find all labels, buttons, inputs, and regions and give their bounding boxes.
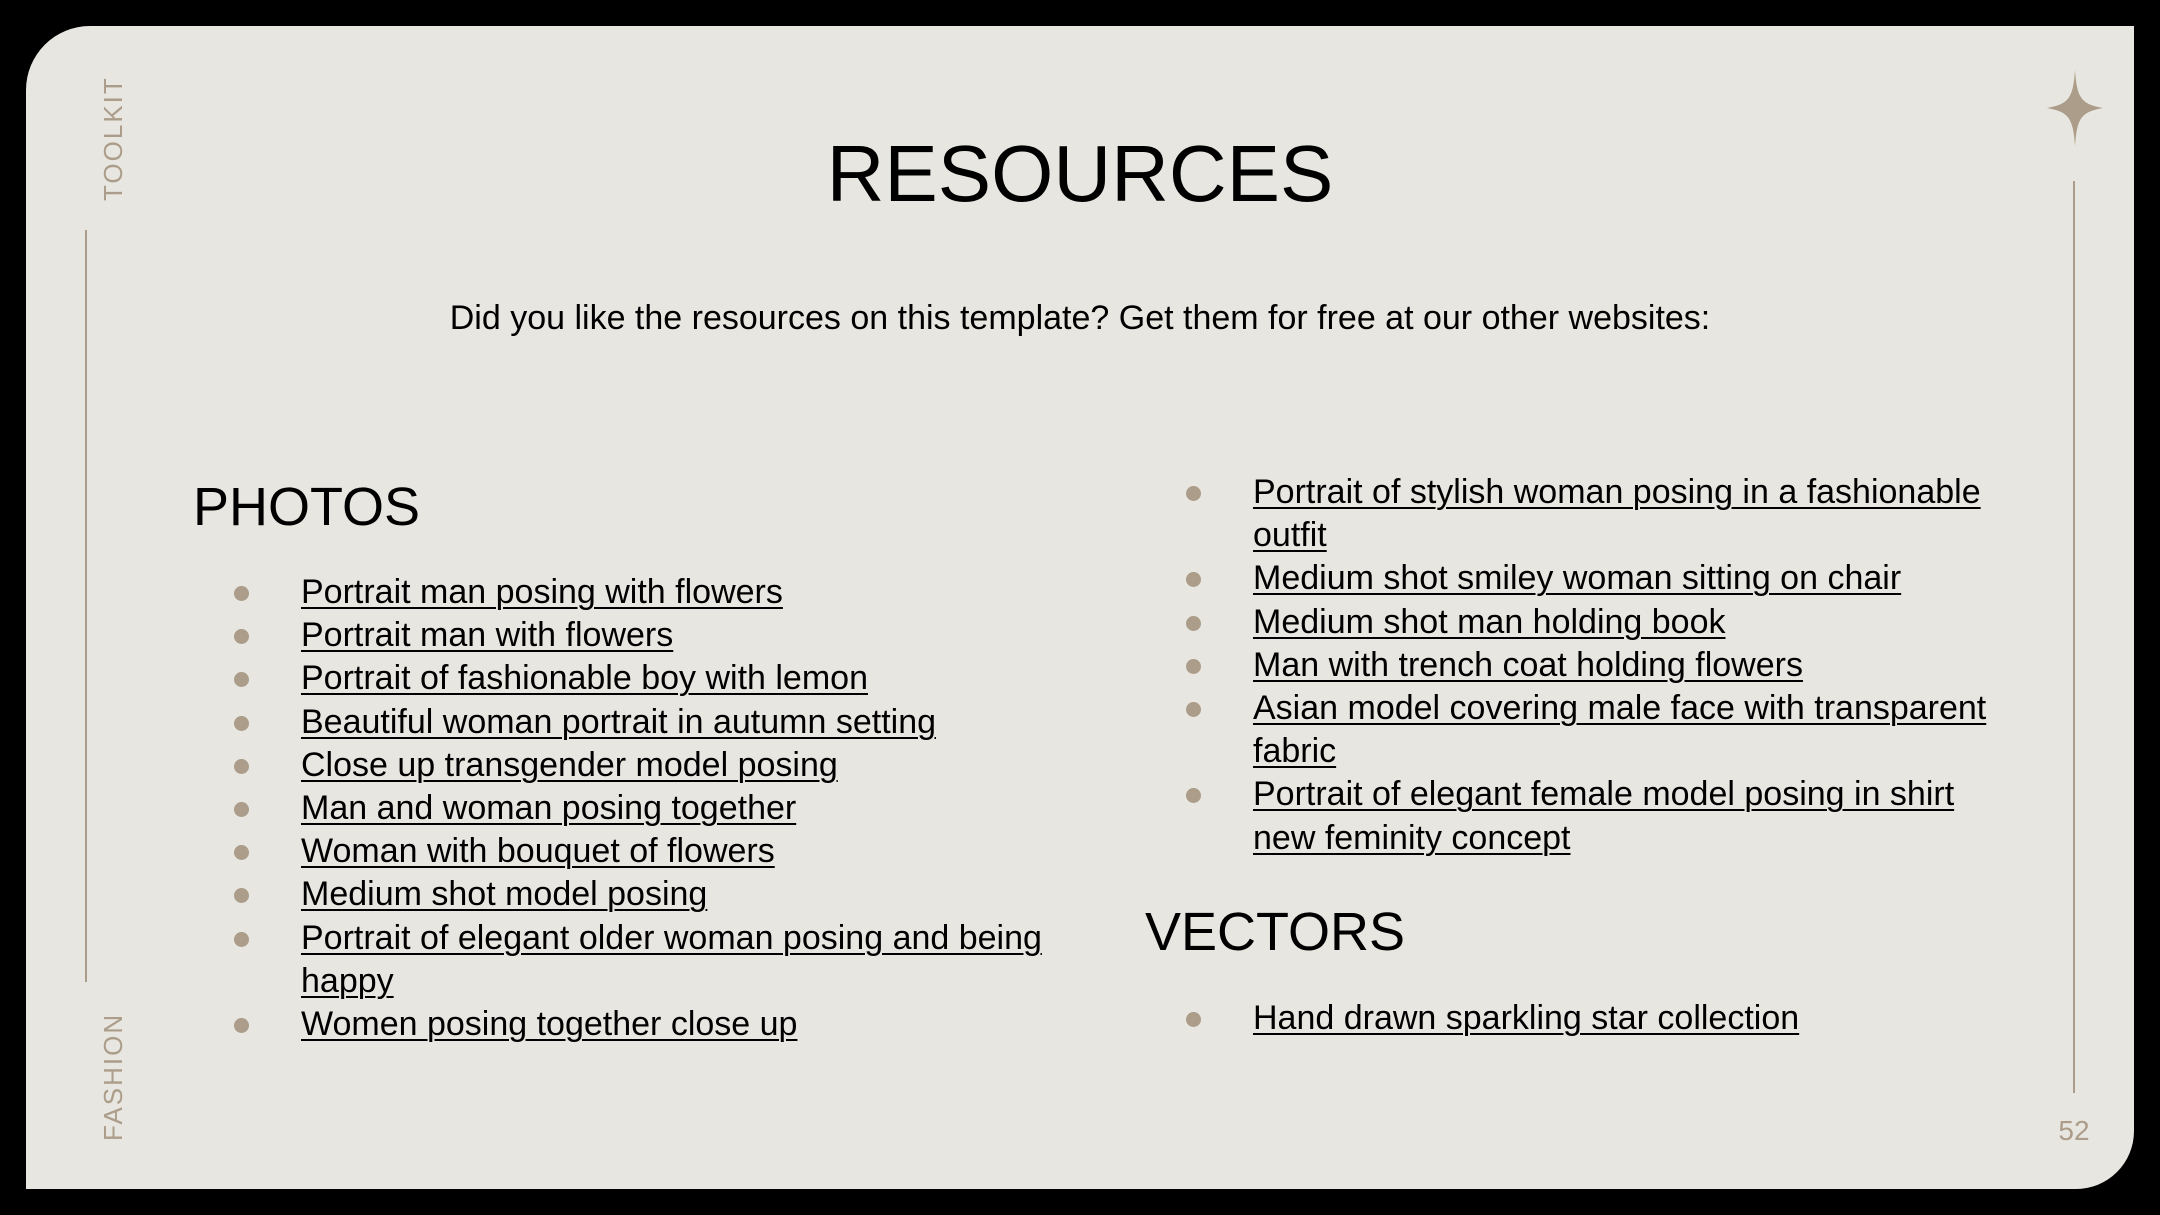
list-item: [301, 1003, 1061, 1046]
resource-link[interactable]: Man with trench coat holding flowers: [1253, 645, 1803, 684]
left-divider-line: [85, 230, 87, 982]
list-item: [301, 571, 1061, 614]
photos-list-continued: [1253, 471, 2013, 860]
side-label-toolkit: TOOLKIT: [98, 76, 128, 201]
page-number: 52: [2058, 1115, 2090, 1146]
photos-list: [301, 571, 1061, 1046]
list-item: [301, 873, 1061, 916]
resource-link[interactable]: Portrait of stylish woman posing in a fashionable outfit: [1253, 473, 1981, 555]
resource-link[interactable]: Woman with bouquet of flowers: [301, 832, 775, 871]
slide: [26, 26, 2134, 1189]
list-item: [1253, 773, 2013, 859]
list-item: [1253, 557, 2013, 600]
resource-link[interactable]: Man and woman posing together: [301, 789, 797, 828]
slide-title: RESOURCES: [826, 129, 1334, 218]
vectors-heading: VECTORS: [1145, 902, 1406, 962]
resource-link[interactable]: Portrait of elegant female model posing in shirt new feminity concept: [1253, 775, 1955, 857]
vectors-list: [1253, 997, 2013, 1040]
list-item: [301, 744, 1061, 787]
intro-text: Did you like the resources on this template? Get them for free at our other websites:: [449, 299, 1711, 337]
resource-link[interactable]: Hand drawn sparkling star collection: [1253, 999, 1800, 1037]
resource-link[interactable]: Medium shot model posing: [301, 875, 708, 914]
list-item: [1253, 644, 2013, 687]
resource-link[interactable]: Portrait man posing with flowers: [301, 573, 783, 611]
list-item: [1253, 471, 2013, 557]
side-label-fashion: FASHION: [98, 1012, 128, 1141]
resource-link[interactable]: Women posing together close up: [301, 1005, 798, 1044]
list-item: [301, 830, 1061, 873]
list-item: [301, 787, 1061, 830]
list-item: [1253, 997, 2013, 1040]
resource-link[interactable]: Portrait of elegant older woman posing and being happy: [301, 918, 1042, 1000]
resource-link[interactable]: Portrait of fashionable boy with lemon: [301, 659, 868, 698]
resource-link[interactable]: Asian model covering male face with transparent fabric: [1253, 689, 1987, 771]
list-item: [301, 917, 1061, 1003]
list-item: [1253, 601, 2013, 644]
list-item: [301, 657, 1061, 700]
list-item: [301, 701, 1061, 744]
resource-link[interactable]: Portrait man with flowers: [301, 616, 674, 655]
resource-link[interactable]: Beautiful woman portrait in autumn setting: [301, 702, 937, 741]
resource-link[interactable]: Medium shot smiley woman sitting on chair: [1253, 559, 1902, 598]
list-item: [1253, 687, 2013, 773]
photos-heading: PHOTOS: [193, 477, 421, 537]
resource-link[interactable]: Close up transgender model posing: [301, 745, 838, 784]
resource-link[interactable]: Medium shot man holding book: [1253, 602, 1726, 641]
list-item: [301, 614, 1061, 657]
